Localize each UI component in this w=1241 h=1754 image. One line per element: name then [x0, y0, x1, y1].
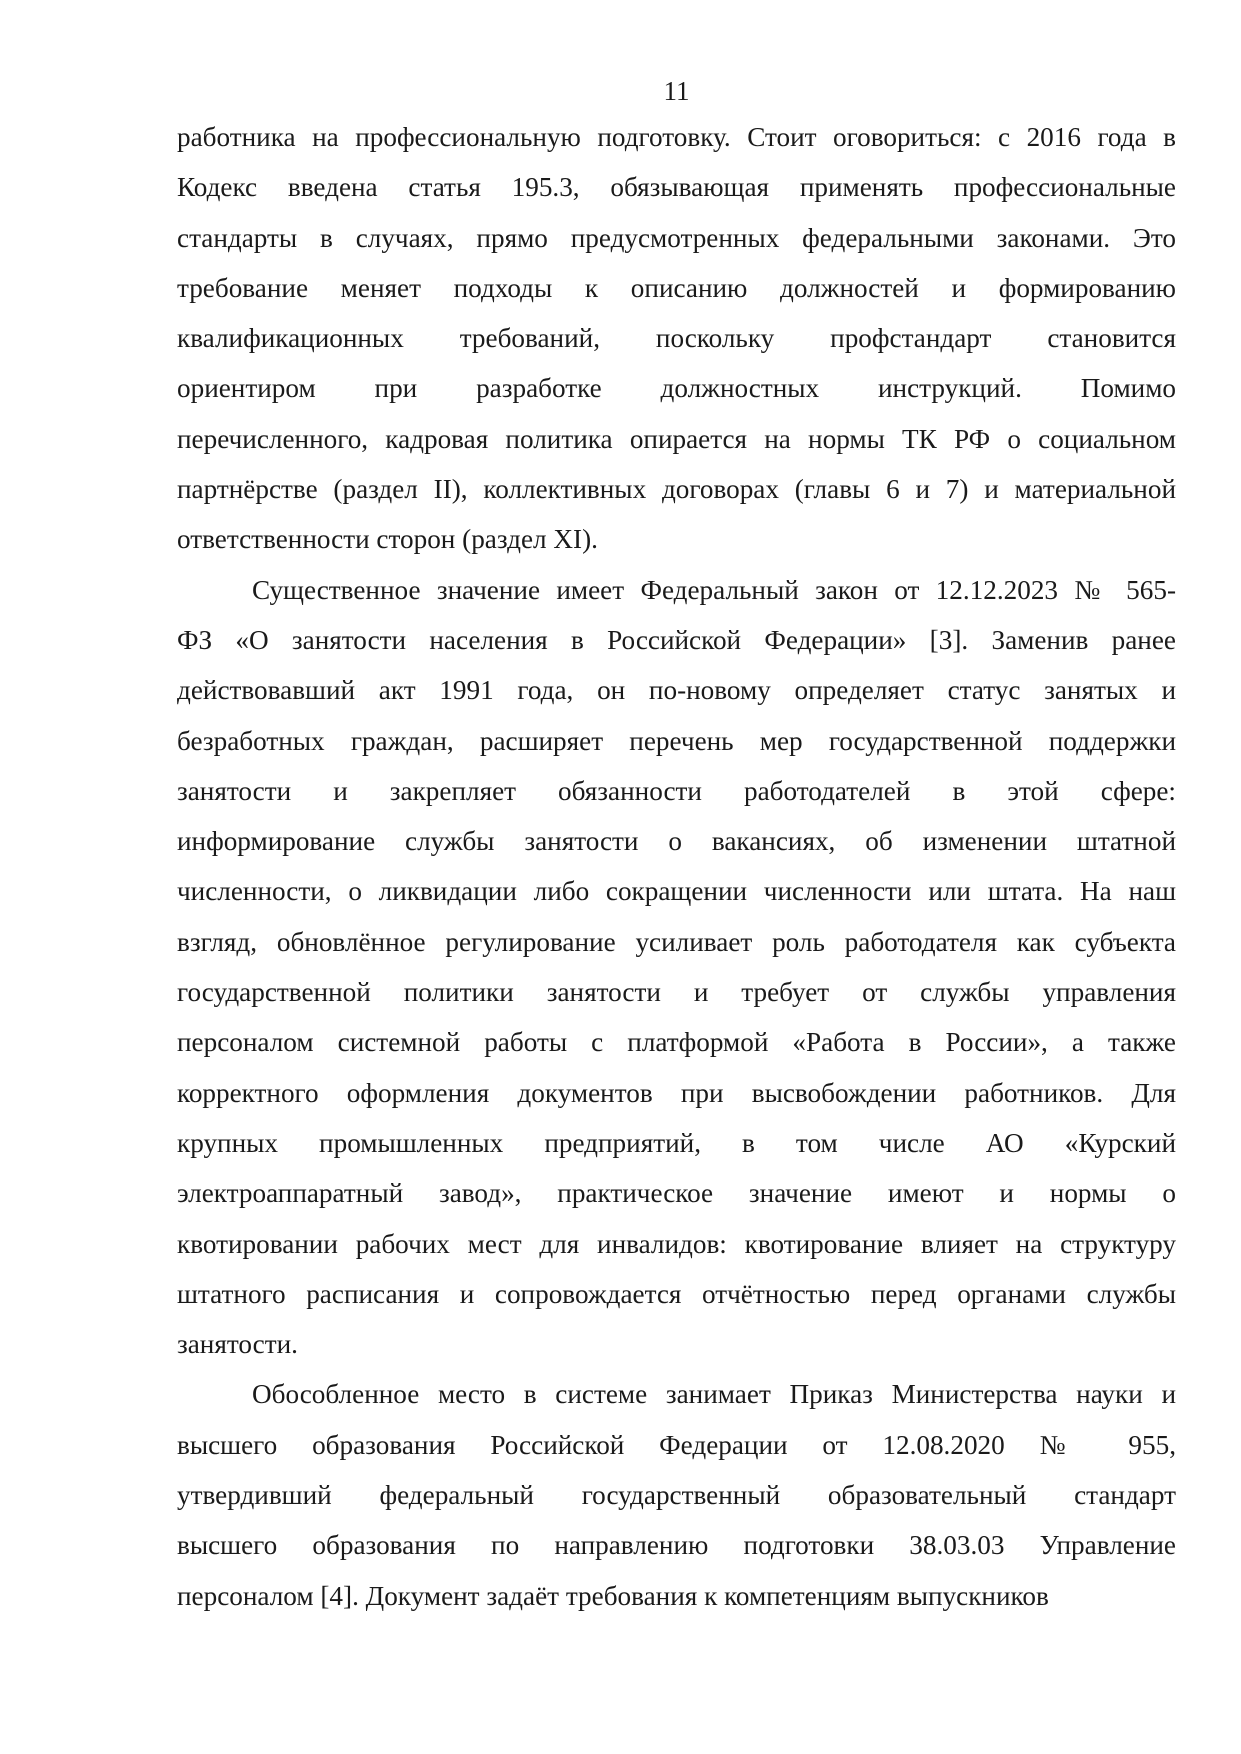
text-line: высшего образования по направлению подготовки 38.03.03 Управление — [177, 1530, 1176, 1561]
text-line: ответственности сторон (раздел XI). — [177, 524, 598, 555]
text-line: ориентиром при разработке должностных инструкций. Помимо — [177, 373, 1176, 404]
text-line: численности, о ликвидации либо сокращении численности или штата. На наш — [177, 876, 1176, 907]
paragraph-ministry-order-955 — [177, 1369, 1176, 1620]
text-line: квалификационных требований, поскольку профстандарт становится — [177, 323, 1176, 354]
text-line: крупных промышленных предприятий, в том числе АО «Курский — [177, 1127, 1176, 1158]
text-line: электроаппаратный завод», практическое значение имеют и нормы о — [177, 1178, 1176, 1209]
text-line: партнёрстве (раздел II), коллективных договорах (главы 6 и 7) и материальной — [177, 474, 1176, 505]
text-line: утвердивший федеральный государственный образовательный стандарт — [177, 1480, 1176, 1511]
page-number: 11 — [663, 76, 690, 106]
text-line: информирование службы занятости о вакансиях, об изменении штатной — [177, 826, 1176, 857]
text-line: высшего образования Российской Федерации от 12.08.2020 № 955, — [177, 1429, 1176, 1460]
text-line: работника на профессиональную подготовку. Стоит оговориться: с 2016 года в — [177, 122, 1176, 152]
text-line: государственной политики занятости и требует от службы управления — [177, 977, 1176, 1008]
text-line: персоналом системной работы с платформой «Работа в России», а также — [177, 1027, 1176, 1058]
text-line: взгляд, обновлённое регулирование усиливает роль работодателя как субъекта — [177, 926, 1176, 957]
text-line: стандарты в случаях, прямо предусмотренных федеральными законами. Это — [177, 222, 1176, 253]
text-line: ФЗ «О занятости населения в Российской Федерации» [3]. Заменив ранее — [177, 624, 1176, 655]
text-line: Существенное значение имеет Федеральный закон от 12.12.2023 № 565- — [252, 574, 1176, 605]
document-body — [177, 112, 1176, 1621]
text-line: Обособленное место в системе занимает Приказ Министерства науки и — [252, 1379, 1176, 1410]
paragraph-continuation — [177, 112, 1176, 565]
text-line: персоналом [4]. Документ задаёт требования к компетенциям выпускников — [177, 1580, 1049, 1611]
text-line: Кодекс введена статья 195.3, обязывающая применять профессиональные — [177, 172, 1176, 203]
text-line: требование меняет подходы к описанию должностей и формированию — [177, 272, 1176, 303]
paragraph-federal-law-565 — [177, 565, 1176, 1370]
text-line: корректного оформления документов при высвобождении работников. Для — [177, 1077, 1176, 1108]
text-line: перечисленного, кадровая политика опирается на нормы ТК РФ о социальном — [177, 423, 1176, 454]
text-line: квотировании рабочих мест для инвалидов: квотирование влияет на структуру — [177, 1228, 1176, 1259]
text-line: действовавший акт 1991 года, он по-новому определяет статус занятых и — [177, 675, 1176, 706]
text-line: занятости и закрепляет обязанности работодателей в этой сфере: — [177, 775, 1176, 806]
text-line: штатного расписания и сопровождается отчётностью перед органами службы — [177, 1278, 1176, 1309]
text-line: безработных граждан, расширяет перечень мер государственной поддержки — [177, 725, 1176, 756]
text-line: занятости. — [177, 1329, 298, 1360]
